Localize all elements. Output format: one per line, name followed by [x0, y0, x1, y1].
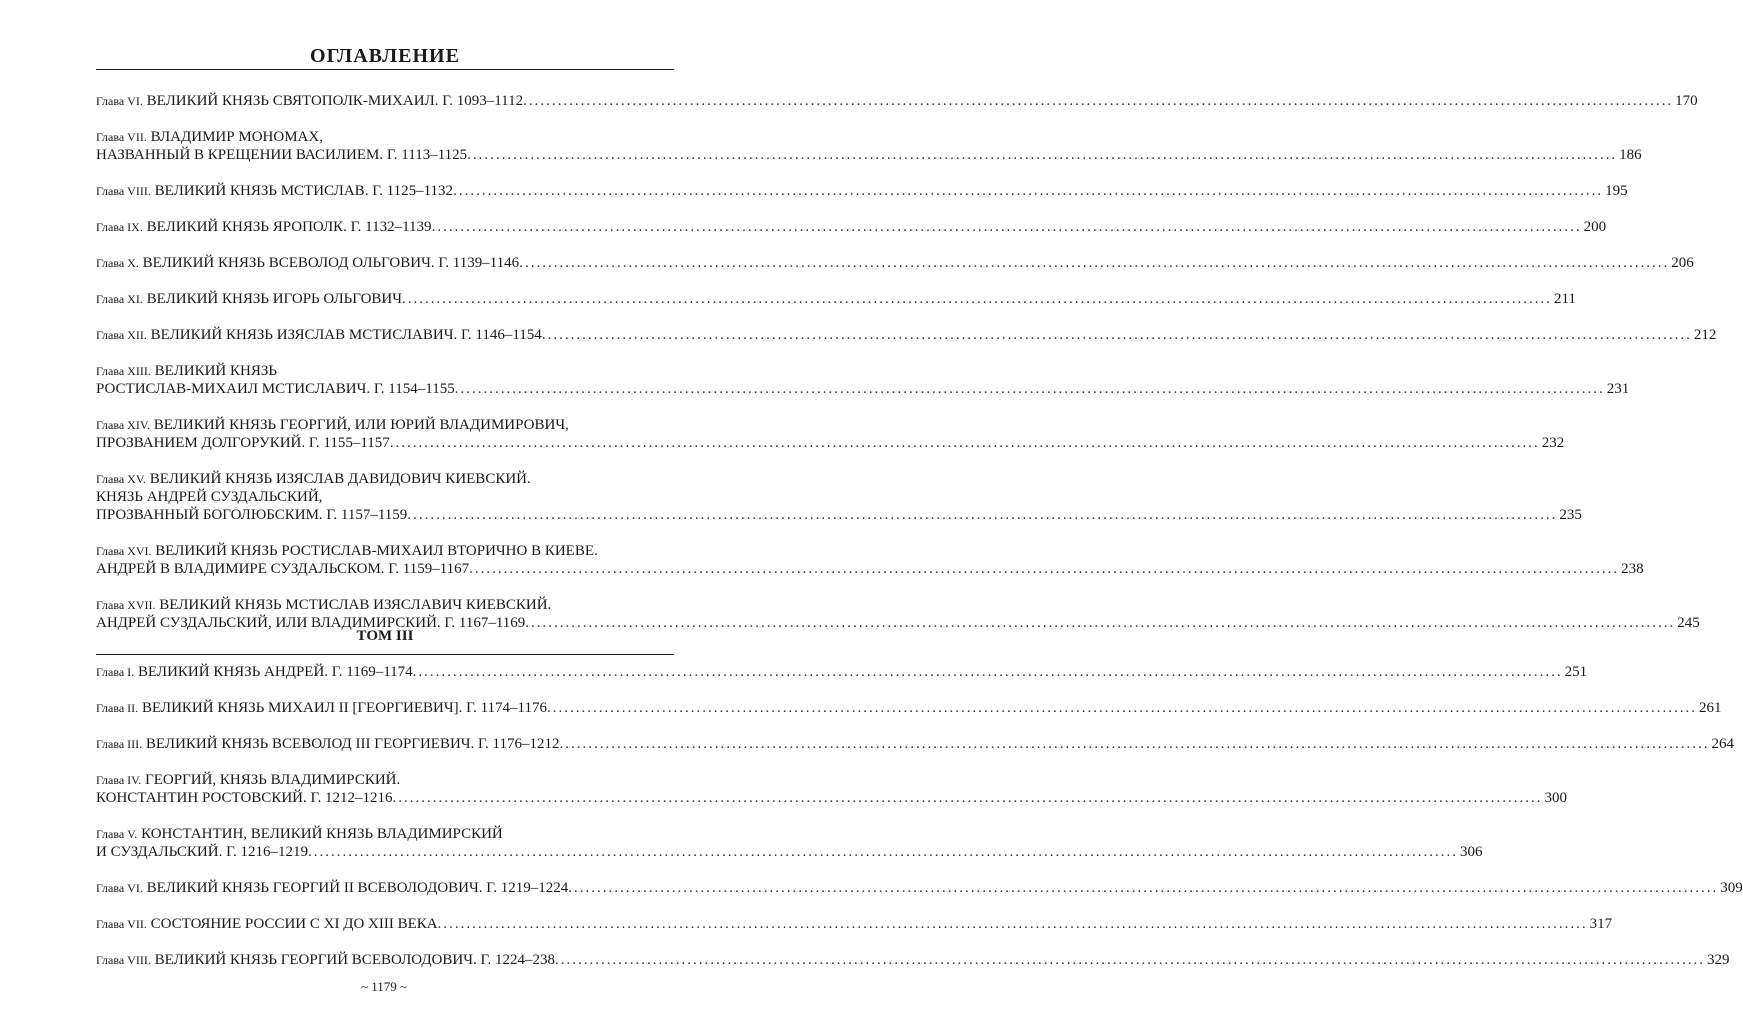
chapter-label: Глава IX.	[96, 220, 143, 234]
toc-entry	[96, 879, 1743, 897]
toc-entry	[96, 416, 1565, 452]
chapter-label: Глава XVII.	[96, 598, 156, 612]
dot-leader: ........................................................................................................................................................................................................	[559, 736, 1710, 752]
toc-entry-line	[96, 915, 438, 933]
toc-page-number[interactable]: 200	[1583, 219, 1607, 235]
dot-leader: ........................................................................................................................................................................................................	[554, 952, 1705, 968]
toc-entry-title: ВЛАДИМИР МОНОМАХ,	[150, 129, 323, 145]
toc-entry	[96, 92, 1698, 110]
toc-page-number[interactable]: 235	[1559, 507, 1582, 523]
toc-entry-title: ВЕЛИКИЙ КНЯЗЬ АНДРЕЙ. Г. 1169–1174	[137, 664, 413, 680]
chapter-label: Глава XIII.	[96, 364, 151, 378]
toc-entry-title: ВЕЛИКИЙ КНЯЗЬ ГЕОРГИЙ, ИЛИ ЮРИЙ ВЛАДИМИРОВИЧ,	[153, 417, 569, 433]
toc-entry-line	[96, 128, 666, 146]
toc-entry-title: ВЕЛИКИЙ КНЯЗЬ МСТИСЛАВ. Г. 1125–1132	[154, 183, 454, 199]
toc-entry-line	[96, 596, 666, 614]
toc-entry-title: ВЕЛИКИЙ КНЯЗЬ ВСЕВОЛОД ОЛЬГОВИЧ. Г. 1139–1146	[142, 255, 520, 271]
chapter-label: Глава XII.	[96, 328, 147, 342]
toc-entry-title: ВЕЛИКИЙ КНЯЗЬ МИХАИЛ II [ГЕОРГИЕВИЧ]. Г. 1174–1176	[141, 700, 548, 716]
toc-entry-line	[96, 879, 568, 897]
dot-leader: ........................................................................................................................................................................................................	[412, 664, 1563, 680]
toc-page-number[interactable]: 206	[1671, 255, 1694, 271]
toc-entry-title: ВЕЛИКИЙ КНЯЗЬ ВСЕВОЛОД III ГЕОРГИЕВИЧ. Г. 1176–1212	[145, 736, 560, 752]
chapter-label: Глава V.	[96, 827, 138, 841]
volume-heading: ТОМ III	[356, 628, 414, 644]
dot-leader: ........................................................................................................................................................................................................	[523, 93, 1674, 109]
dot-leader: ........................................................................................................................................................................................................	[407, 507, 1558, 523]
toc-page-number[interactable]: 300	[1544, 790, 1567, 806]
dot-leader: ........................................................................................................................................................................................................	[541, 327, 1692, 343]
chapter-label: Глава XIV.	[96, 418, 150, 432]
toc-entry-title: СОСТОЯНИЕ РОССИИ С XI ДО XIII ВЕКА	[150, 916, 438, 932]
toc-entry-line	[96, 218, 432, 236]
toc-entry	[96, 735, 1734, 753]
toc-entry-title: АНДРЕЙ СУЗДАЛЬСКИЙ, ИЛИ ВЛАДИМИРСКИЙ. Г. 1167–1169	[96, 615, 526, 631]
toc-entry	[96, 542, 1644, 578]
toc-entry-title: ВЕЛИКИЙ КНЯЗЬ ИГОРЬ ОЛЬГОВИЧ	[146, 291, 402, 307]
toc-entry	[96, 825, 1483, 861]
toc-entry-title: НАЗВАННЫЙ В КРЕЩЕНИИ ВАСИЛИЕМ. Г. 1113–1125	[96, 147, 468, 163]
toc-entry-title: ВЕЛИКИЙ КНЯЗЬ ИЗЯСЛАВ МСТИСЛАВИЧ. Г. 1146–1154	[150, 327, 542, 343]
toc-page-number[interactable]: 212	[1693, 327, 1717, 343]
toc-entry-line	[96, 542, 666, 560]
toc-entry-line	[96, 362, 666, 380]
toc-entry-line	[96, 92, 523, 110]
toc-entry-title: ВЕЛИКИЙ КНЯЗЬ РОСТИСЛАВ-МИХАИЛ ВТОРИЧНО В КИЕВЕ.	[155, 543, 598, 559]
page-header	[96, 44, 674, 68]
toc-entry	[96, 326, 1717, 344]
chapter-label: Глава I.	[96, 665, 135, 679]
toc-entry	[96, 470, 1582, 524]
page-number: ~ 1179 ~	[360, 979, 408, 994]
chapter-label: Глава VIII.	[96, 184, 151, 198]
toc-entry-title: ВЕЛИКИЙ КНЯЗЬ МСТИСЛАВ ИЗЯСЛАВИЧ КИЕВСКИЙ.	[159, 597, 552, 613]
toc-entry	[96, 290, 1576, 308]
toc-entry-line	[96, 182, 453, 200]
chapter-label: Глава VIII.	[96, 953, 151, 967]
dot-leader: ........................................................................................................................................................................................................	[437, 916, 1588, 932]
chapter-label: Глава III.	[96, 737, 143, 751]
toc-entry-line	[96, 470, 666, 488]
chapter-label: Глава VI.	[96, 94, 143, 108]
toc-page-number[interactable]: 186	[1619, 147, 1642, 163]
toc-page-number[interactable]: 251	[1564, 664, 1588, 680]
toc-entry-line	[96, 699, 547, 717]
toc-entry-line	[96, 789, 392, 807]
chapter-label: Глава VI.	[96, 881, 143, 895]
toc-entry-line	[96, 843, 308, 861]
toc-entry-line	[96, 326, 542, 344]
toc-page-number[interactable]: 238	[1621, 561, 1644, 577]
chapter-label: Глава VII.	[96, 917, 147, 931]
toc-entry	[96, 915, 1613, 933]
dot-leader: ........................................................................................................................................................................................................	[568, 880, 1719, 896]
toc-entry	[96, 663, 1588, 681]
toc-page-number[interactable]: 231	[1606, 381, 1630, 397]
dot-leader: ........................................................................................................................................................................................................	[467, 147, 1618, 163]
dot-leader: ........................................................................................................................................................................................................	[547, 700, 1698, 716]
dot-leader: ........................................................................................................................................................................................................	[392, 790, 1543, 806]
dot-leader: ........................................................................................................................................................................................................	[454, 381, 1605, 397]
toc-list	[96, 92, 1717, 650]
toc-entry-title: ВЕЛИКИЙ КНЯЗЬ ИЗЯСЛАВ ДАВИДОВИЧ КИЕВСКИЙ.	[149, 471, 531, 487]
toc-entry-line	[96, 825, 666, 843]
toc-entry-line	[96, 146, 467, 164]
toc-page-number[interactable]: 195	[1605, 183, 1628, 199]
toc-page-number[interactable]: 309	[1720, 880, 1743, 896]
toc-entry-title: ВЕЛИКИЙ КНЯЗЬ	[154, 363, 277, 379]
toc-page-number[interactable]: 329	[1706, 952, 1730, 968]
toc-page-number[interactable]: 211	[1553, 291, 1576, 307]
toc-entry-line	[96, 488, 666, 506]
toc-entry	[96, 182, 1628, 200]
toc-entry-line	[96, 951, 555, 969]
toc-entry	[96, 771, 1567, 807]
toc-entry-line	[96, 290, 402, 308]
toc-entry-line	[96, 434, 390, 452]
chapter-label: Глава II.	[96, 701, 139, 715]
toc-entry-line	[96, 380, 455, 398]
toc-entry-line	[96, 254, 519, 272]
chapter-label: Глава X.	[96, 256, 139, 270]
chapter-label: Глава XVI.	[96, 544, 152, 558]
toc-entry-line	[96, 506, 407, 524]
toc-entry-line	[96, 560, 469, 578]
toc-entry	[96, 218, 1607, 236]
toc-entry-line	[96, 735, 559, 753]
toc-entry-title: РОСТИСЛАВ-МИХАИЛ МСТИСЛАВИЧ. Г. 1154–1155	[96, 381, 455, 397]
header-rule	[96, 69, 674, 70]
toc-page-number[interactable]: 245	[1677, 615, 1700, 631]
toc-page-number[interactable]: 264	[1711, 736, 1734, 752]
toc-list-volume-3	[96, 663, 1743, 987]
chapter-label: Глава XI.	[96, 292, 143, 306]
toc-entry-title: КНЯЗЬ АНДРЕЙ СУЗДАЛЬСКИЙ,	[96, 489, 323, 505]
chapter-label: Глава XV.	[96, 472, 146, 486]
chapter-label: Глава VII.	[96, 130, 147, 144]
toc-page-number[interactable]: 170	[1675, 93, 1698, 109]
toc-page-number[interactable]: 261	[1699, 700, 1722, 716]
toc-entry	[96, 951, 1730, 969]
toc-entry	[96, 128, 1642, 164]
dot-leader: ........................................................................................................................................................................................................	[519, 255, 1670, 271]
toc-entry-title: АНДРЕЙ В ВЛАДИМИРЕ СУЗДАЛЬСКОМ. Г. 1159–1167	[96, 561, 470, 577]
toc-entry-title: ВЕЛИКИЙ КНЯЗЬ ГЕОРГИЙ II ВСЕВОЛОДОВИЧ. Г. 1219–1224	[146, 880, 569, 896]
chapter-label: Глава IV.	[96, 773, 142, 787]
dot-leader: ........................................................................................................................................................................................................	[308, 844, 1459, 860]
toc-entry-title: КОНСТАНТИН, ВЕЛИКИЙ КНЯЗЬ ВЛАДИМИРСКИЙ	[141, 826, 503, 842]
toc-entry	[96, 699, 1722, 717]
toc-entry-title: И СУЗДАЛЬСКИЙ. Г. 1216–1219	[96, 844, 309, 860]
dot-leader: ........................................................................................................................................................................................................	[401, 291, 1552, 307]
dot-leader: ........................................................................................................................................................................................................	[389, 435, 1540, 451]
dot-leader: ........................................................................................................................................................................................................	[453, 183, 1604, 199]
toc-entry-title: ВЕЛИКИЙ КНЯЗЬ СВЯТОПОЛК-МИХАИЛ. Г. 1093–1112	[146, 93, 524, 109]
toc-entry	[96, 362, 1630, 398]
toc-entry	[96, 254, 1694, 272]
toc-page-number[interactable]: 232	[1541, 435, 1565, 451]
toc-entry-title: ПРОЗВАННЫЙ БОГОЛЮБСКИМ. Г. 1157–1159	[96, 507, 408, 523]
volume-rule	[96, 654, 674, 655]
toc-entry-line	[96, 771, 666, 789]
toc-entry-title: КОНСТАНТИН РОСТОВСКИЙ. Г. 1212–1216	[96, 790, 393, 806]
toc-page-number[interactable]: 317	[1589, 916, 1613, 932]
toc-entry-title: ГЕОРГИЙ, КНЯЗЬ ВЛАДИМИРСКИЙ.	[145, 772, 401, 788]
dot-leader: ........................................................................................................................................................................................................	[525, 615, 1676, 631]
toc-entry-title: ВЕЛИКИЙ КНЯЗЬ ЯРОПОЛК. Г. 1132–1139	[146, 219, 432, 235]
toc-entry-line	[96, 416, 666, 434]
toc-page-number[interactable]: 306	[1460, 844, 1483, 860]
toc-entry-title: ПРОЗВАНИЕМ ДОЛГОРУКИЙ. Г. 1155–1157	[96, 435, 390, 451]
toc-entry-line	[96, 663, 413, 681]
dot-leader: ........................................................................................................................................................................................................	[469, 561, 1620, 577]
dot-leader: ........................................................................................................................................................................................................	[431, 219, 1582, 235]
page-title: ОГЛАВЛЕНИЕ	[310, 45, 460, 67]
toc-entry-title: ВЕЛИКИЙ КНЯЗЬ ГЕОРГИЙ ВСЕВОЛОДОВИЧ. Г. 1224–238	[154, 952, 555, 968]
